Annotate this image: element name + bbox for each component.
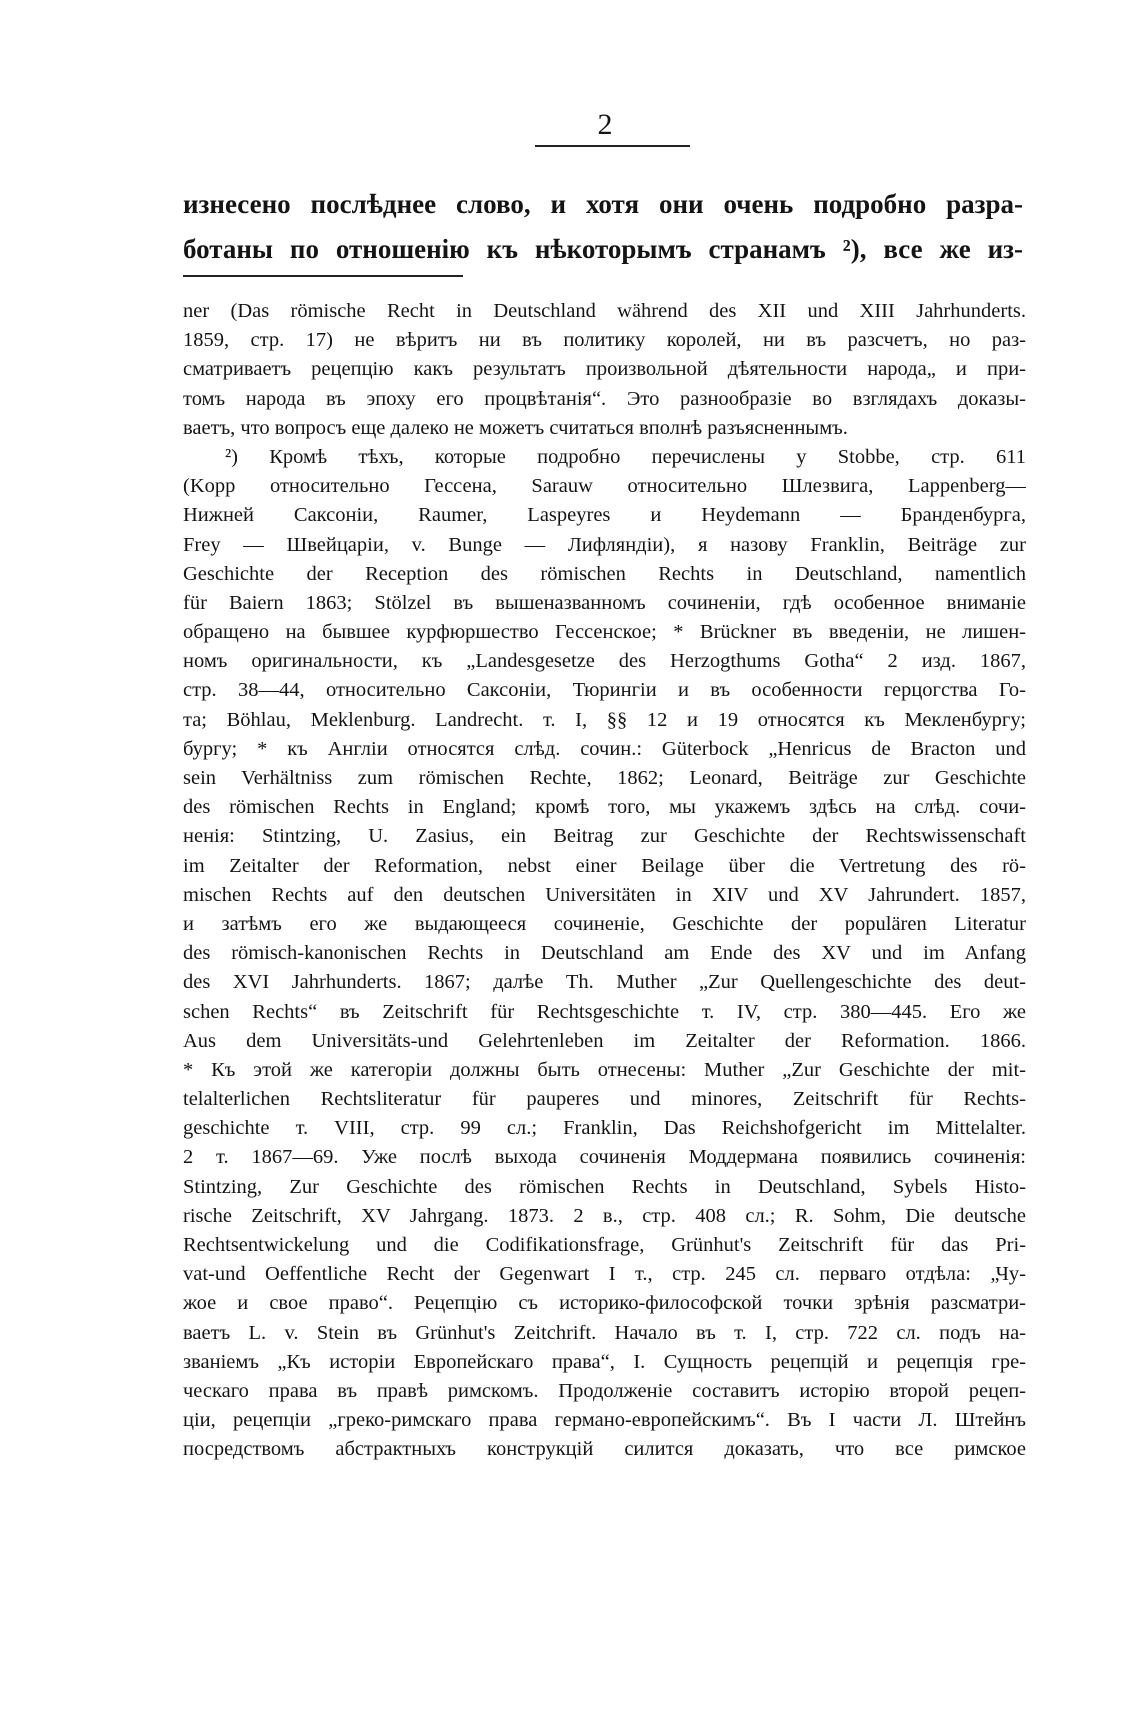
footnote-line: ческаго права въ правѣ римскомъ. Продолженіе составитъ исторію второй рецеп- (183, 1379, 1026, 1402)
footnote-line: Geschichte der Reception des römischen Rechts in Deutschland, namentlich (183, 562, 1026, 585)
footnote-line: für Baiern 1863; Stölzel въ вышеназванномъ сочиненіи, гдѣ особенное вниманіе (183, 591, 1026, 614)
footnote-line: des römisch-kanonischen Rechts in Deutschland am Ende des XV und im Anfang (183, 942, 1026, 965)
footnote-line: званіемъ „Къ исторіи Европейскаго права“, I. Сущность рецепцій и рецепція гре- (183, 1350, 1026, 1373)
footnote-line: im Zeitalter der Reformation, nebst einer Beilage über die Vertretung des rö- (183, 854, 1026, 877)
main-text-line: изнесено послѣднее слово, и хотя они очень подробно разра- (183, 189, 1023, 219)
page-number: 2 (597, 108, 613, 141)
footnote-line: schen Rechts“ въ Zeitschrift für Rechtsgeschichte т. IV, стр. 380—445. Его же (183, 1000, 1026, 1023)
footnote-line: ner (Das römische Recht in Deutschland während des XII und XIII Jahrhunderts. (183, 300, 1026, 322)
footnote-line: Aus dem Universitäts-und Gelehrtenleben im Zeitalter der Reformation. 1866. (183, 1029, 1026, 1052)
footnote-line: mischen Rechts auf den deutschen Universitäten in XIV und XV Jahrundert. 1857, (183, 883, 1026, 906)
footnote-line: ваетъ, что вопросъ еще далеко не можетъ считаться вполнѣ разъясненнымъ. (183, 416, 848, 439)
footnote-line: 1859, стр. 17) не вѣритъ ни въ политику королей, ни въ разсчетъ, но раз- (183, 329, 1026, 352)
footnote-line: des römischen Rechts in England; кромѣ того, мы укажемъ здѣсь на слѣд. сочи- (183, 796, 1026, 819)
footnotes (183, 297, 1026, 1465)
footnote-line: ваетъ L. v. Stein въ Grünhut's Zeitchrift. Начало въ т. I, стр. 722 сл. подъ на- (183, 1321, 1026, 1344)
footnote-line: (Kopp относительно Гессена, Sarauw относительно Шлезвига, Lappenberg— (183, 475, 1026, 498)
footnote-line: Rechtsentwickelung und die Codifikationsfrage, Grünhut's Zeitschrift für das Pri- (183, 1234, 1026, 1256)
footnote-line: Нижней Саксоніи, Raumer, Laspeyres и Heydemann — Бранденбурга, (183, 504, 1026, 527)
footnote-line: номъ оригинальности, къ „Landesgesetze des Herzogthums Gotha“ 2 изд. 1867, (183, 650, 1026, 673)
footnote-line: посредствомъ абстрактныхъ конструкцій силится доказать, что все римское (183, 1438, 1026, 1461)
footnote-line: Stintzing, Zur Geschichte des römischen Rechts in Deutschland, Sybels Histo- (183, 1175, 1026, 1198)
footnote-line: vat-und Oeffentliche Recht der Gegenwart I т., стр. 245 сл. перваго отдѣла: „Чу- (183, 1263, 1026, 1286)
footnote-line: telalterlichen Rechtsliteratur für pauperes und minores, Zeitschrift für Rechts- (183, 1088, 1026, 1111)
main-text (183, 182, 1023, 272)
main-text-line: ботаны по отношенію къ нѣкоторымъ странамъ ²), все же из- (183, 234, 1023, 264)
footnote-line: Frey — Швейцаріи, v. Bunge — Лифляндіи), я назову Franklin, Beiträge zur (183, 533, 1026, 556)
footnote-line: ненія: Stintzing, U. Zasius, ein Beitrag zur Geschichte der Rechtswissenschaft (183, 825, 1026, 848)
footnote-line: обращено на бывшее курфюршество Гессенское; * Brückner въ введеніи, не лишен- (183, 621, 1026, 644)
footnote-line: стр. 38—44, относительно Саксоніи, Тюрингіи и въ особенности герцогства Го- (183, 679, 1026, 702)
page-number-rule (535, 145, 690, 147)
footnote-2-start: ²) Кромѣ тѣхъ, которые подробно перечислены у Stobbe, стр. 611 (225, 445, 1026, 468)
footnote-line: des XVI Jahrhunderts. 1867; далѣе Th. Muther „Zur Quellengeschichte des deut- (183, 971, 1026, 994)
footnote-line: та; Böhlau, Meklenburg. Landrecht. т. I, §§ 12 и 19 относятся къ Мекленбургу; (183, 708, 1026, 731)
footnote-line: rische Zeitschrift, XV Jahrgang. 1873. 2 в., стр. 408 сл.; R. Sohm, Die deutsche (183, 1204, 1026, 1227)
footnote-line: sein Verhältniss zum römischen Rechte, 1862; Leonard, Beiträge zur Geschichte (183, 767, 1026, 789)
footnote-line: жое и свое право“. Рецепцію съ историко-философской точки зрѣнія разсматри- (183, 1292, 1026, 1315)
footnote-line: ціи, рецепціи „греко-римскаго права германо-европейскимъ“. Въ I части Л. Штейнъ (183, 1409, 1026, 1432)
footnote-line: сматриваетъ рецепцію какъ результатъ произвольной дѣятельности народа„ и при- (183, 358, 1026, 381)
footnote-line: бургу; * къ Англіи относятся слѣд. сочин.: Güterbock „Henricus de Bracton und (183, 737, 1026, 760)
footnote-line: geschichte т. VIII, стр. 99 сл.; Franklin, Das Reichshofgericht im Mittelalter. (183, 1117, 1026, 1140)
footnote-line: * Къ этой же категоріи должны быть отнесены: Muther „Zur Geschichte der mit- (183, 1058, 1026, 1081)
footnote-line: и затѣмъ его же выдающееся сочиненіе, Geschichte der populären Literatur (183, 912, 1026, 935)
footnote-line: 2 т. 1867—69. Уже послѣ выхода сочиненія Моддермана появились сочиненія: (183, 1146, 1026, 1169)
footnote-line: томъ народа въ эпоху его процвѣтанія“. Это разнообразіе во взглядахъ доказы- (183, 387, 1026, 410)
footnote-separator (183, 275, 463, 277)
